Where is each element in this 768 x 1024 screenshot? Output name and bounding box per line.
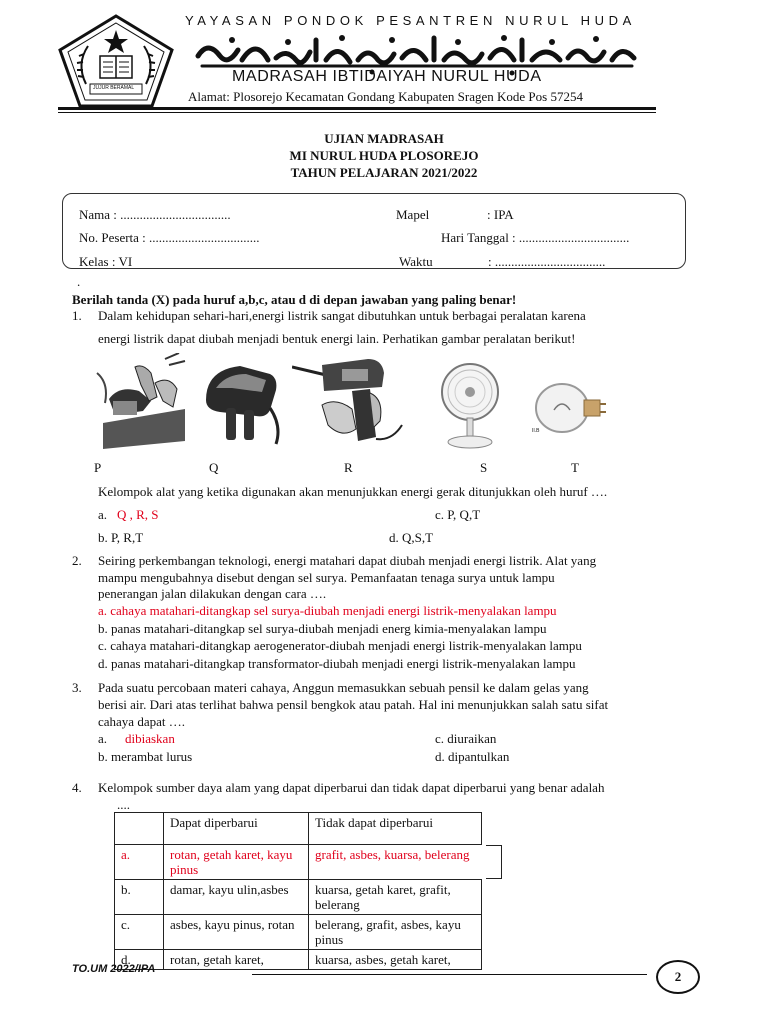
table-header-cell: Tidak dapat diperbarui <box>309 813 482 845</box>
table-cell: rotan, getah karet, <box>164 950 309 970</box>
table-cell: asbes, kayu pinus, rotan <box>164 915 309 950</box>
q1-question: Kelompok alat yang ketika digunakan akan menunjukkan energi gerak ditunjukkan oleh huruf …. <box>98 484 608 499</box>
q1-option-b[interactable]: b. P, R,T <box>98 530 144 545</box>
table-row[interactable] <box>115 880 482 915</box>
table-cell: d. <box>115 950 164 970</box>
q2-option-a[interactable]: a. cahaya matahari-ditangkap sel surya-diubah menjadi energi listrik-menyalakan lampu <box>98 603 557 618</box>
header-rule-thin <box>58 112 656 113</box>
table-cell: b. <box>115 880 164 915</box>
q4-line2: .... <box>117 797 130 812</box>
table-cell: a. <box>115 845 164 880</box>
q4-answer-table <box>114 812 482 970</box>
table-row[interactable] <box>115 845 482 880</box>
table-header-cell <box>115 813 164 845</box>
q1-option-a-label[interactable]: a. <box>98 507 108 522</box>
q3-option-d[interactable]: d. dipantulkan <box>435 749 510 764</box>
table-cell: kuarsa, getah karet, grafit, belerang <box>309 880 482 915</box>
q1-option-d[interactable]: d. Q,S,T <box>389 530 434 545</box>
table-row[interactable] <box>115 950 482 970</box>
stray-dot: . <box>77 274 81 289</box>
q2-line1: Seiring perkembangan teknologi, energi matahari dapat diubah menjadi energi listrik. Alat yang <box>98 553 597 568</box>
q1-option-c[interactable]: c. P, Q,T <box>435 507 481 522</box>
q2-option-d[interactable]: d. panas matahari-ditangkap transformator-diubah menjadi energi listrik-menyalakan lampu <box>98 656 576 671</box>
instruction: Berilah tanda (X) pada huruf a,b,c, atau d di depan jawaban yang paling benar! <box>72 292 517 307</box>
q3-number: 3. <box>72 680 82 695</box>
image-label-q: Q <box>209 460 219 475</box>
kelas-field: Kelas : VI <box>79 254 133 269</box>
q4-number: 4. <box>72 780 82 795</box>
q3-option-b[interactable]: b. merambat lurus <box>98 749 193 764</box>
q3-line3: cahaya dapat …. <box>98 714 185 729</box>
table-header-row <box>115 813 482 845</box>
school-title: MI NURUL HUDA PLOSOREJO <box>289 148 479 163</box>
q3-option-a-label[interactable]: a. <box>98 731 108 746</box>
madrasah-name: MADRASAH IBTIDAIYAH NURUL HUDA <box>232 68 542 85</box>
table-cell: rotan, getah karet, kayu pinus <box>164 845 309 880</box>
q3-line1: Pada suatu percobaan materi cahaya, Anggun memasukkan sebuah pensil ke dalam gelas yang <box>98 680 589 695</box>
q3-line2: berisi air. Dari atas terlihat bahwa pensil bengkok atau patah. Hal ini menunjukkan salah satu sifat <box>98 697 609 712</box>
mapel-label: Mapel <box>396 207 430 222</box>
image-t-lightbulb <box>528 380 610 444</box>
header-rule-thick <box>58 107 656 110</box>
q2-option-c[interactable]: c. cahaya matahari-ditangkap aerogenerator-diubah menjadi energi listrik-menyalakan lampu <box>98 638 582 653</box>
image-label-s: S <box>480 460 488 475</box>
footer-line <box>252 974 647 975</box>
page-number: 2 <box>656 960 700 994</box>
no-peserta-field[interactable]: No. Peserta : .................................. <box>79 230 260 245</box>
bulb-label: II.B <box>532 428 540 434</box>
exam-title: UJIAN MADRASAH <box>324 131 444 146</box>
waktu-label: Waktu <box>399 254 433 269</box>
mapel-value: : IPA <box>487 207 514 222</box>
school-logo <box>56 14 176 108</box>
foundation-name: YAYASAN PONDOK PESANTREN NURUL HUDA <box>185 13 636 28</box>
hari-tanggal-field[interactable]: Hari Tanggal : .................................. <box>441 230 630 245</box>
q1-option-a[interactable]: Q , R, S <box>117 507 159 522</box>
table-cell: kuarsa, asbes, getah karet, <box>309 950 482 970</box>
image-label-r: R <box>344 460 353 475</box>
q2-option-b[interactable]: b. panas matahari-ditangkap sel surya-diubah menjadi energ kimia-menyalakan lampu <box>98 621 547 636</box>
table-header-cell: Dapat diperbarui <box>164 813 309 845</box>
footer-label: TO.UM 2022/IPA <box>72 963 156 975</box>
table-cell: belerang, grafit, asbes, kayu pinus <box>309 915 482 950</box>
table-row[interactable] <box>115 915 482 950</box>
school-address: Alamat: Plosorejo Kecamatan Gondang Kabupaten Sragen Kode Pos 57254 <box>188 89 583 104</box>
table-cell: damar, kayu ulin,asbes <box>164 880 309 915</box>
image-s-fan <box>434 362 506 450</box>
q4-line1: Kelompok sumber daya alam yang dapat diperbarui dan tidak dapat diperbarui yang benar adalah <box>98 780 605 795</box>
image-q-mixer <box>200 360 282 446</box>
q3-option-c[interactable]: c. diuraikan <box>435 731 497 746</box>
q2-line2: mampu mengubahnya disebut dengan sel surya. Pemanfaatan tenaga surya untuk lampu <box>98 570 555 585</box>
logo-text: JUJUR BERAMAL <box>93 85 135 91</box>
year-title: TAHUN PELAJARAN 2021/2022 <box>290 165 478 180</box>
waktu-value[interactable]: : .................................. <box>488 254 606 269</box>
nama-field[interactable]: Nama : .................................. <box>79 207 231 222</box>
table-cell: grafit, asbes, kuarsa, belerang <box>309 845 482 880</box>
q1-line1: Dalam kehidupan sehari-hari,energi listrik sangat dibutuhkan untuk berbagai peralatan karena <box>98 308 586 323</box>
image-label-p: P <box>94 460 102 475</box>
q3-option-a[interactable]: dibiaskan <box>125 731 175 746</box>
image-p-grinder <box>95 353 187 449</box>
image-r-drill <box>292 353 408 449</box>
table-cell: c. <box>115 915 164 950</box>
q1-line2: energi listrik dapat diubah menjadi bentuk energi lain. Perhatikan gambar peralatan berikut! <box>98 331 576 346</box>
q2-number: 2. <box>72 553 82 568</box>
q2-line3: penerangan jalan dilakukan dengan cara …. <box>98 586 327 601</box>
q1-number: 1. <box>72 308 82 323</box>
image-label-t: T <box>571 460 579 475</box>
table-highlight-box <box>486 845 502 879</box>
